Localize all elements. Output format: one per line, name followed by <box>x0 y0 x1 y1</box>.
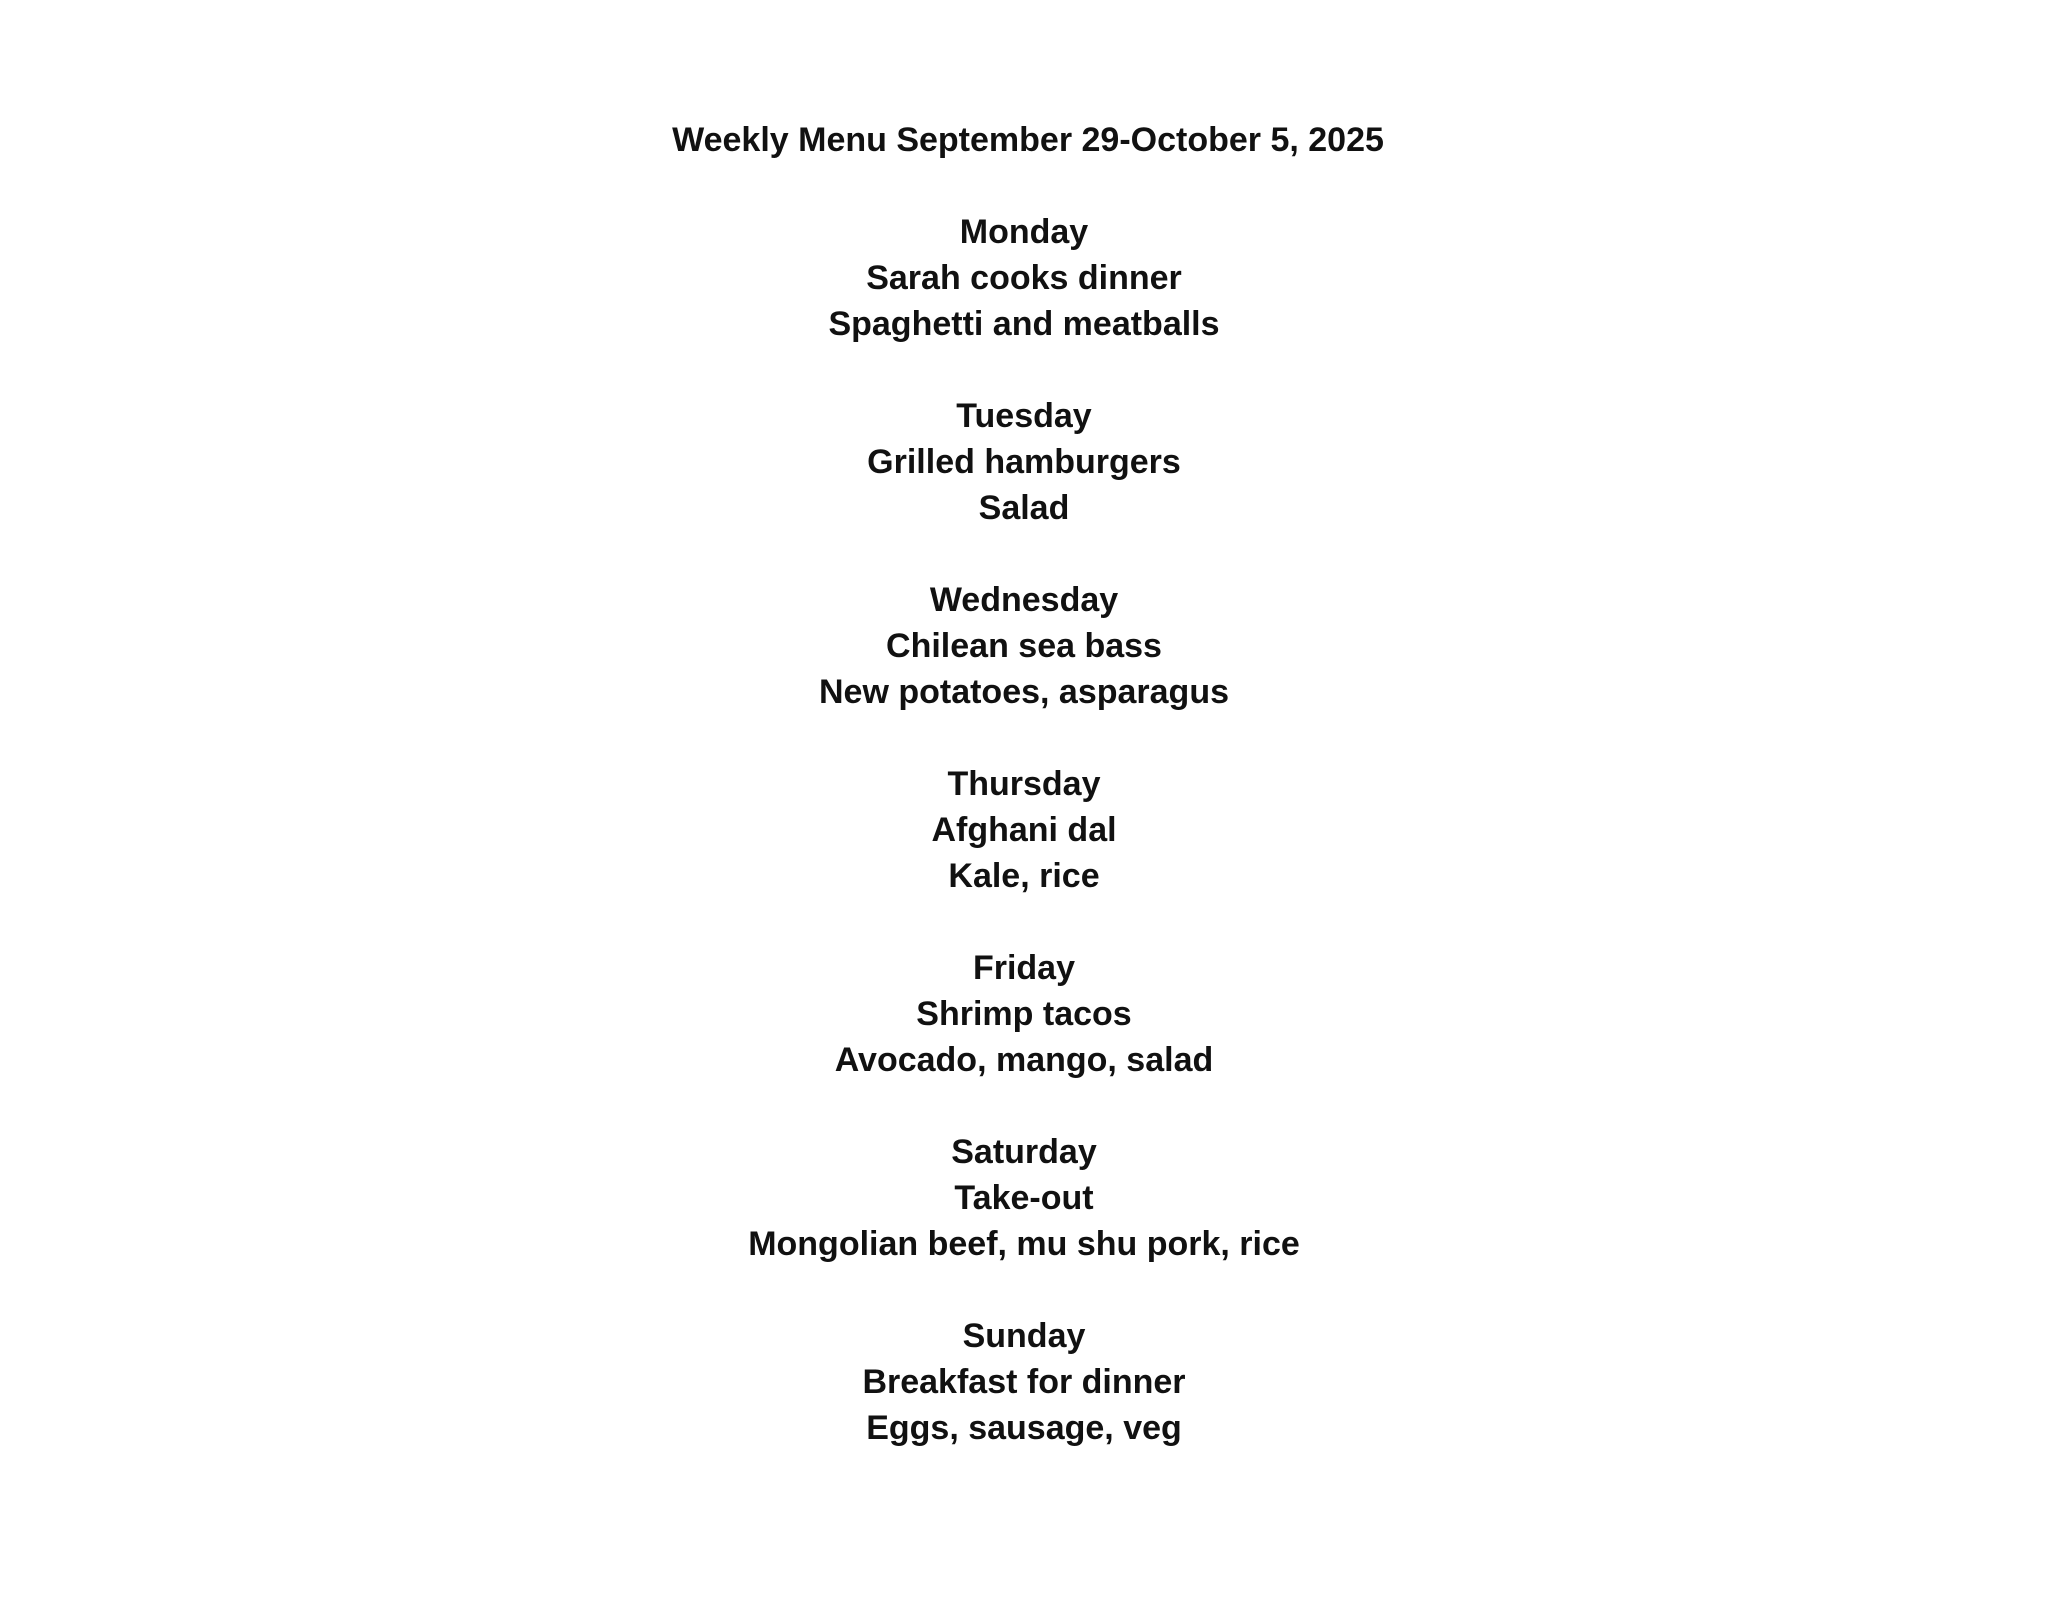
menu-line-2: New potatoes, asparagus <box>818 673 1229 711</box>
day-sunday <box>624 1313 1424 1497</box>
day-saturday <box>624 1129 1424 1313</box>
menu-line-1: Grilled hamburgers <box>867 443 1181 481</box>
day-name: Tuesday <box>956 397 1092 435</box>
day-thursday <box>624 761 1424 945</box>
day-name: Friday <box>972 949 1076 987</box>
menu-line-1: Afghani dal <box>931 811 1117 849</box>
day-name: Wednesday <box>929 581 1119 619</box>
menu-line-1: Chilean sea bass <box>886 627 1162 665</box>
day-tuesday <box>624 393 1424 577</box>
menu-title: Weekly Menu September 29-October 5, 2025 <box>672 121 1384 159</box>
menu-line-2: Spaghetti and meatballs <box>828 305 1220 343</box>
day-name: Sunday <box>962 1317 1086 1355</box>
menu-line-2: Eggs, sausage, veg <box>866 1409 1182 1447</box>
menu-line-1: Sarah cooks dinner <box>866 259 1182 297</box>
menu-line-2: Mongolian beef, mu shu pork, rice <box>748 1225 1300 1263</box>
menu-line-1: Breakfast for dinner <box>862 1363 1186 1401</box>
day-name: Saturday <box>951 1133 1097 1171</box>
day-name: Monday <box>959 213 1089 251</box>
days-list <box>624 209 1424 1497</box>
menu-line-1: Shrimp tacos <box>916 995 1132 1033</box>
menu-line-2: Salad <box>978 489 1070 527</box>
day-monday <box>624 209 1424 393</box>
menu-line-2: Avocado, mango, salad <box>834 1041 1214 1079</box>
menu-line-1: Take-out <box>954 1179 1094 1217</box>
menu-line-2: Kale, rice <box>948 857 1100 895</box>
day-friday <box>624 945 1424 1129</box>
day-name: Thursday <box>947 765 1101 803</box>
day-wednesday <box>624 577 1424 761</box>
